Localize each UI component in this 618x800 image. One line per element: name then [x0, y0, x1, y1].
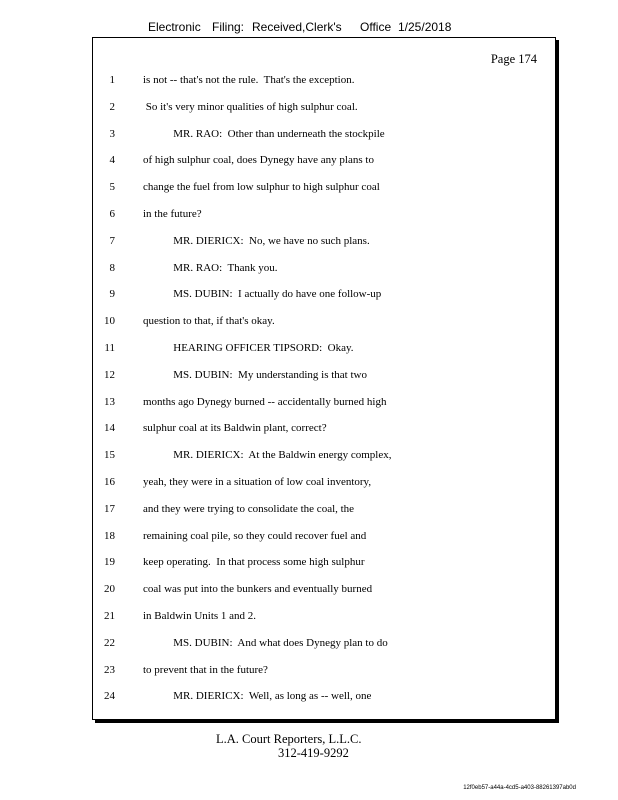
document-id: 12f0eb57-a44a-4cd5-a403-88261397ab0d [463, 785, 576, 791]
line-number: 2 [109, 100, 115, 113]
transcript-line [93, 369, 555, 385]
filing-header-date: 1/25/2018 [398, 20, 452, 34]
filing-header [148, 20, 451, 34]
line-number: 7 [109, 234, 115, 247]
line-text: months ago Dynegy burned -- accidentally burned high [143, 395, 387, 408]
transcript-line [93, 128, 555, 144]
line-number: 18 [104, 529, 115, 542]
transcript-line [93, 315, 555, 331]
line-text: to prevent that in the future? [143, 663, 268, 676]
line-number: 15 [104, 449, 115, 462]
line-number: 3 [109, 127, 115, 140]
line-text: sulphur coal at its Baldwin plant, correct? [143, 422, 327, 435]
transcript-line [93, 342, 555, 358]
line-number: 16 [104, 476, 115, 488]
line-text: MR. RAO: Thank you. [143, 261, 278, 274]
line-number: 19 [104, 556, 115, 569]
filing-header-filing: Filing: [212, 20, 245, 34]
line-number: 13 [104, 395, 115, 408]
line-text: change the fuel from low sulphur to high sulphur coal [143, 181, 380, 194]
transcript-line [93, 262, 555, 278]
transcript-line [93, 530, 555, 546]
line-text: MR. RAO: Other than underneath the stockpile [143, 127, 385, 140]
transcript-line [93, 556, 555, 572]
line-text: HEARING OFFICER TIPSORD: Okay. [143, 342, 354, 354]
filing-header-office: Office [360, 20, 392, 34]
line-number: 5 [109, 181, 115, 194]
transcript-line [93, 583, 555, 599]
transcript-line [93, 503, 555, 519]
transcript-line [93, 396, 555, 412]
transcript-line [93, 449, 555, 465]
filing-header-electronic: Electronic [148, 20, 201, 34]
transcript-line [93, 235, 555, 251]
line-text: question to that, if that's okay. [143, 315, 275, 328]
line-number: 14 [104, 422, 115, 435]
line-text: MR. DIERICX: No, we have no such plans. [143, 234, 370, 247]
transcript-line [93, 154, 555, 170]
line-number: 6 [109, 208, 115, 220]
line-text: is not -- that's not the rule. That's the exception. [143, 74, 355, 86]
line-number: 22 [104, 636, 115, 649]
footer-company: L.A. Court Reporters, L.L.C. [216, 732, 362, 746]
line-text: coal was put into the bunkers and eventually burned [143, 583, 373, 596]
line-text: MR. DIERICX: At the Baldwin energy complex, [143, 449, 392, 462]
line-number: 20 [104, 583, 115, 596]
line-text: in Baldwin Units 1 and 2. [143, 610, 257, 622]
line-number: 24 [104, 690, 115, 703]
transcript-line [93, 422, 555, 438]
line-text: of high sulphur coal, does Dynegy have any plans to [143, 154, 374, 167]
page-number: Page 174 [490, 52, 537, 66]
transcript-line [93, 208, 555, 224]
line-text: keep operating. In that process some high sulphur [143, 556, 365, 569]
line-number: 8 [109, 261, 115, 274]
transcript-line [93, 610, 555, 626]
line-number: 1 [109, 74, 115, 86]
line-number: 10 [104, 315, 115, 328]
transcript-line [93, 288, 555, 304]
transcript-line [93, 101, 555, 117]
transcript-line [93, 690, 555, 706]
line-number: 9 [109, 288, 115, 301]
line-number: 21 [104, 610, 115, 622]
footer-phone: 312-419-9292 [278, 746, 349, 760]
line-text: MS. DUBIN: I actually do have one follow-up [143, 288, 382, 301]
transcript-line [93, 664, 555, 680]
line-text: and they were trying to consolidate the coal, the [143, 502, 355, 515]
line-number: 12 [104, 368, 115, 381]
line-text: So it's very minor qualities of high sulphur coal. [143, 100, 358, 113]
line-text: remaining coal pile, so they could recover fuel and [143, 529, 367, 542]
line-text: in the future? [143, 208, 202, 220]
transcript-line [93, 637, 555, 653]
transcript-line [93, 476, 555, 492]
filing-header-received: Received,Clerk's [252, 20, 342, 34]
line-number: 4 [109, 154, 115, 167]
transcript-line [93, 181, 555, 197]
line-text: yeah, they were in a situation of low coal inventory, [143, 476, 372, 488]
line-number: 17 [104, 502, 115, 515]
line-number: 11 [104, 342, 115, 354]
line-text: MS. DUBIN: And what does Dynegy plan to do [143, 636, 388, 649]
line-text: MS. DUBIN: My understanding is that two [143, 368, 367, 381]
line-number: 23 [104, 663, 115, 676]
line-text: MR. DIERICX: Well, as long as -- well, one [143, 690, 372, 703]
transcript-line [93, 74, 555, 90]
transcript-page-frame [92, 37, 556, 720]
